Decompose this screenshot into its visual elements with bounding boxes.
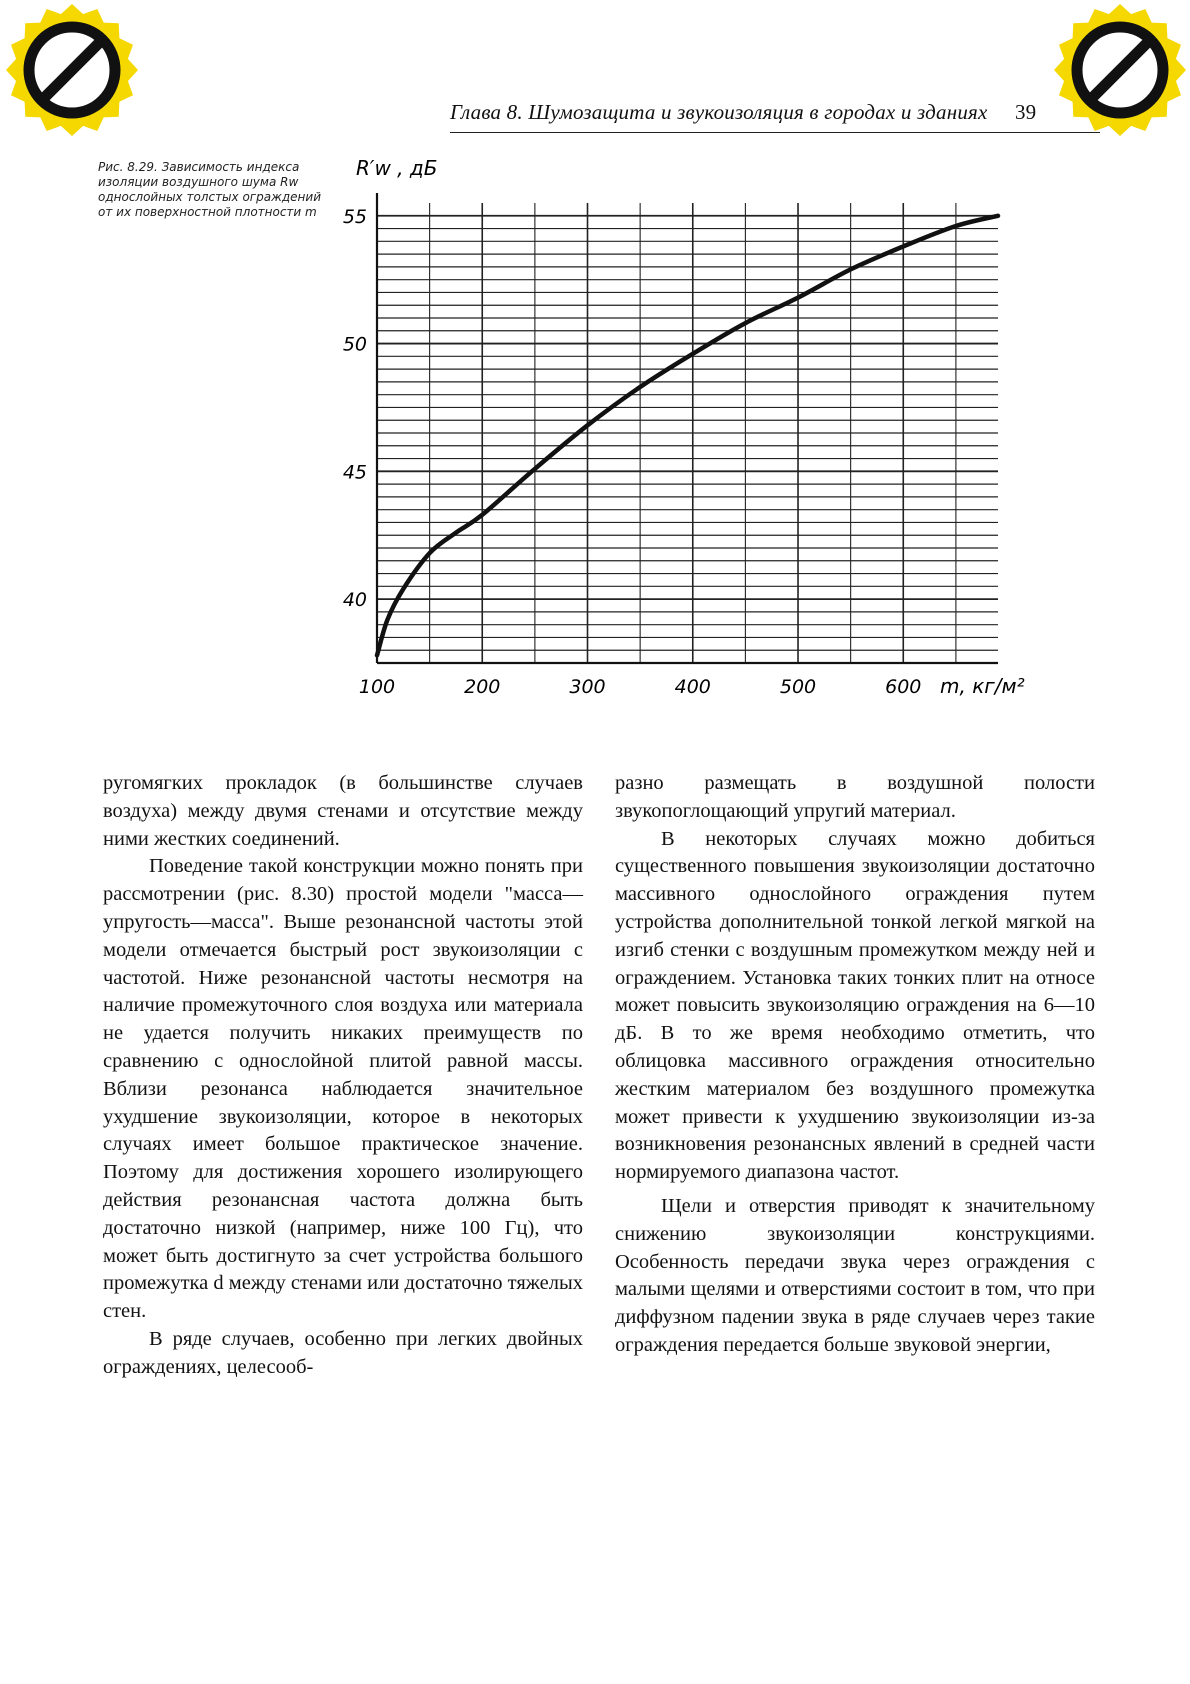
- y-tick-labels: [343, 206, 367, 611]
- prohibition-badge-left: [0, 0, 160, 160]
- x-tick-label: 200: [464, 676, 501, 698]
- prohibition-icon: [1054, 4, 1186, 136]
- page-number: 39: [1014, 100, 1037, 124]
- figure-caption: Рис. 8.29. Зависимость индекса изоляции воздушного шума Rw однослойных толстых ограждений от их поверхностной плотности m: [98, 160, 322, 219]
- y-tick-label: 45: [342, 461, 367, 484]
- x-tick-label: 400: [674, 676, 711, 698]
- prohibition-icon: [6, 4, 138, 136]
- x-tick-label: 100: [358, 676, 396, 698]
- y-axis-label: R′w , дБ: [356, 156, 438, 180]
- text-column-left: [103, 770, 583, 1382]
- x-tick-labels: [359, 676, 922, 698]
- paragraph: Поведение такой конструкции можно понять при рассмотрении (рис. 8.30) простой модели "масса—упругость—масса". Выше резонансной частоты этой модели отмечается быстрый рост звукоизоляции с частотой. Ниже резонансной частоты несмотря на наличие промежуточного слоя воздуха или материала не удается получить никаких преимуществ по сравнению с однослойной плитой равной массы. Вблизи резонанса наблюдается значительное ухудшение звукоизоляции, которое в некоторых случаях имеет большое практическое значение. Поэтому для достижения хорошего изолирующего действия резонансная частота должна быть достаточно низкой (например, ниже 100 Гц), что может быть достигнуто за счет устройства большого промежутка d между стенами или достаточно тяжелых стен.: [103, 855, 583, 1323]
- x-tick-label: 600: [885, 676, 922, 698]
- x-tick-label: 300: [569, 676, 606, 698]
- paragraph: разно размещать в воздушной полости звукопоглощающий упругий материал.: [615, 772, 1095, 822]
- chart-axes: [377, 193, 998, 663]
- paragraph: В ряде случаев, особенно при легких двойных ограждениях, целесооб-: [103, 1327, 583, 1378]
- x-tick-label: 500: [779, 676, 817, 698]
- paragraph: ругомягких прокладок (в большинстве случаев воздуха) между двумя стенами и отсутствие между ними жестких соединений.: [103, 772, 583, 850]
- series-line: [377, 216, 998, 656]
- chart: [342, 145, 1100, 760]
- running-header: [450, 100, 1060, 125]
- prohibition-badge-right: [1040, 0, 1190, 160]
- header-rule: [450, 132, 1100, 133]
- paragraph: В некоторых случаях можно добиться существенного повышения звукоизоляции достаточно массивного однослойного ограждения путем устройства дополнительной тонкой легкой мягкой на изгиб стенки с воздушным промежутком между ней и ограждением. Установка таких тонких плит на относе может повысить звукоизоляцию ограждения на 6—10 дБ. В то же время необходимо отметить, что облицовка массивного ограждения относительно жестким материалом без воздушного промежутка может привести к ухудшению звукоизоляции из-за возникновения резонансных явлений в средней части нормируемого диапазона частот.: [615, 827, 1095, 1184]
- text-column-right: [615, 770, 1095, 1360]
- running-title: Глава 8. Шумозащита и звукоизоляция в городах и зданиях: [450, 100, 988, 124]
- y-tick-label: 55: [342, 205, 367, 228]
- paragraph: Щели и отверстия приводят к значительному снижению звукоизоляции конструкциями. Особенность передачи звука через ограждения с малыми щелями и отверстиями состоит в том, что при диффузном падении звука в ряде случаев через такие ограждения передается больше звуковой энергии,: [615, 1194, 1095, 1356]
- x-axis-label: m, кг/м²: [940, 674, 1025, 698]
- y-tick-label: 50: [342, 333, 367, 356]
- chart-grid: [377, 203, 998, 663]
- y-tick-label: 40: [342, 589, 367, 612]
